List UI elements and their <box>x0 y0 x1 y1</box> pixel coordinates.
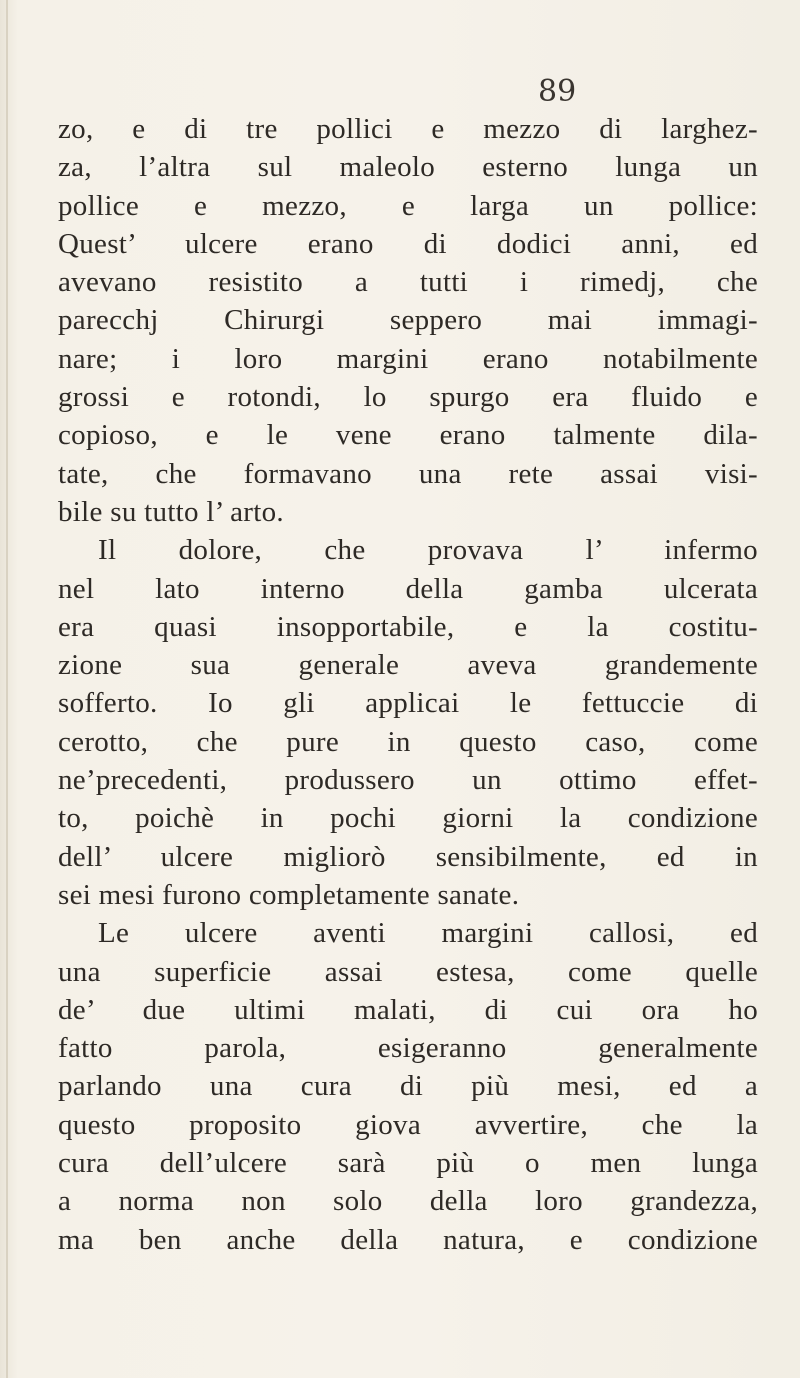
text-line: copioso, e le vene erano talmente dila- <box>58 419 758 452</box>
text-line: zione sua generale aveva grandemente <box>58 649 758 682</box>
text-line: era quasi insopportabile, e la costitu- <box>58 610 758 643</box>
paragraph-start-line: Le ulcere aventi margini callosi, ed <box>98 917 758 950</box>
text-line: sofferto. Io gli applicai le fettuccie di <box>58 687 758 720</box>
page-gutter <box>6 0 8 1378</box>
text-line: cerotto, che pure in questo caso, come <box>58 725 758 758</box>
paragraph-end-line: bile su tutto l’ arto. <box>58 495 284 528</box>
text-line: avevano resistito a tutti i rimedj, che <box>58 266 758 299</box>
text-line: a norma non solo della loro grandezza, <box>58 1185 758 1218</box>
text-line: parecchj Chirurgi seppero mai immagi- <box>58 304 758 337</box>
text-line: grossi e rotondi, lo spurgo era fluido e <box>58 381 758 414</box>
text-line: tate, che formavano una rete assai visi- <box>58 457 758 490</box>
text-line: cura dell’ulcere sarà più o men lunga <box>58 1147 758 1180</box>
text-line: parlando una cura di più mesi, ed a <box>58 1070 758 1103</box>
text-line: pollice e mezzo, e larga un pollice: <box>58 189 758 222</box>
page-number: 89 <box>538 74 577 109</box>
paragraph-start-line: Il dolore, che provava l’ infermo <box>98 534 758 567</box>
text-line: nel lato interno della gamba ulcerata <box>58 572 758 605</box>
text-line: ma ben anche della natura, e condizione <box>58 1223 758 1256</box>
body-text <box>58 110 758 1259</box>
text-line: ne’precedenti, produssero un ottimo effet- <box>58 764 758 797</box>
text-line: zo, e di tre pollici e mezzo di larghez- <box>58 113 758 145</box>
text-line: nare; i loro margini erano notabilmente <box>58 342 758 375</box>
text-line: fatto parola, esigeranno generalmente <box>58 1032 758 1065</box>
paragraph-end-line: sei mesi furono completamente sanate. <box>58 878 520 911</box>
text-line: questo proposito giova avvertire, che la <box>58 1108 758 1141</box>
text-line: Quest’ ulcere erano di dodici anni, ed <box>58 227 758 260</box>
text-line: de’ due ultimi malati, di cui ora ho <box>58 993 758 1026</box>
text-line: dell’ ulcere migliorò sensibilmente, ed in <box>58 840 758 873</box>
text-line: to, poichè in pochi giorni la condizione <box>58 802 758 835</box>
text-line: za, l’altra sul maleolo esterno lunga un <box>58 151 758 184</box>
text-line: una superficie assai estesa, come quelle <box>58 955 758 988</box>
